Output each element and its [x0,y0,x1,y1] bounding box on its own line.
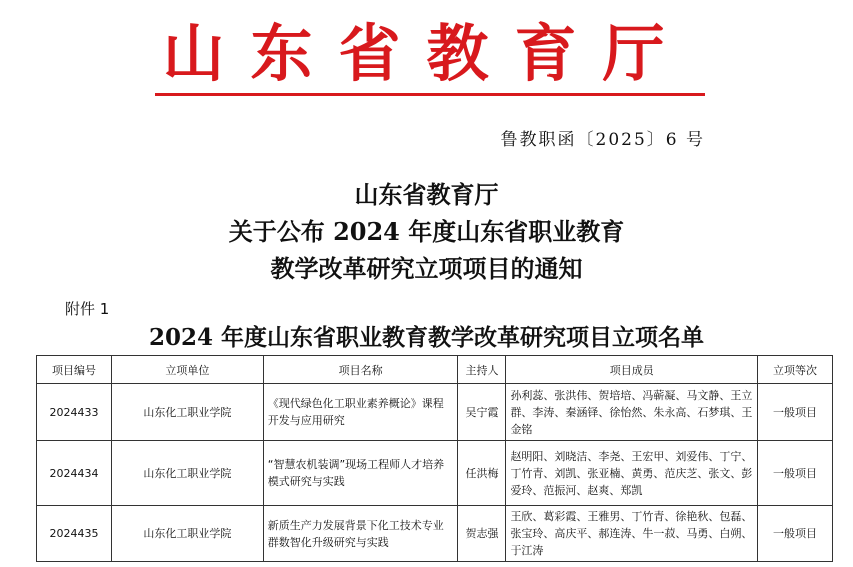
title-line-3: 教学改革研究立项项目的通知 [270,254,583,283]
header-id: 项目编号 [37,356,112,384]
table-header-row [37,356,833,384]
header-name: 项目名称 [263,356,458,384]
table-row [37,506,833,562]
cell-level: 一般项目 [758,384,833,441]
red-divider [155,93,705,96]
cell-id: 2024433 [37,384,112,441]
list-title: 2024 年度山东省职业教育教学改革研究项目立项名单 [148,324,705,351]
cell-unit: 山东化工职业学院 [111,506,263,562]
header-unit: 立项单位 [111,356,263,384]
cell-id: 2024435 [37,506,112,562]
attachment-label: 附件 1 [65,300,110,318]
cell-members: 王欣、葛彩霞、王雅男、丁竹青、徐艳秋、包磊、张宝玲、高庆平、郝连涛、牛一菽、马勇、白朔、于江涛 [506,506,758,562]
cell-host: 贺志强 [458,506,506,562]
header-level: 立项等次 [758,356,833,384]
cell-id: 2024434 [37,441,112,506]
cell-host: 吴宁霞 [458,384,506,441]
document-number: 鲁教职函〔2025〕6 号 [500,130,705,150]
cell-name: 新质生产力发展背景下化工技术专业群数智化升级研究与实践 [263,506,458,562]
title-line-2: 关于公布 2024 年度山东省职业教育 [228,217,625,246]
header-members: 项目成员 [506,356,758,384]
cell-name: 《现代绿色化工职业素养概论》课程开发与应用研究 [263,384,458,441]
cell-host: 任洪梅 [458,441,506,506]
cell-members: 赵明阳、刘晓洁、李尧、王宏甲、刘爱伟、丁宁、丁竹青、刘凯、张亚楠、黄勇、范庆芝、张文、彭爱玲、范振河、赵爽、郑凯 [506,441,758,506]
cell-name: “智慧农机装调”现场工程师人才培养模式研究与实践 [263,441,458,506]
header-host: 主持人 [458,356,506,384]
cell-unit: 山东化工职业学院 [111,441,263,506]
cell-level: 一般项目 [758,441,833,506]
masthead: 山东省教育厅 [162,17,691,90]
table-row [37,441,833,506]
cell-members: 孙利蕊、张洪伟、贺培培、冯蕲凝、马文静、王立群、李涛、秦涵铎、徐怡然、朱永高、石梦琪、王金铭 [506,384,758,441]
project-table [36,355,833,562]
cell-level: 一般项目 [758,506,833,562]
table-row [37,384,833,441]
cell-unit: 山东化工职业学院 [111,384,263,441]
title-line-1: 山东省教育厅 [354,180,499,209]
